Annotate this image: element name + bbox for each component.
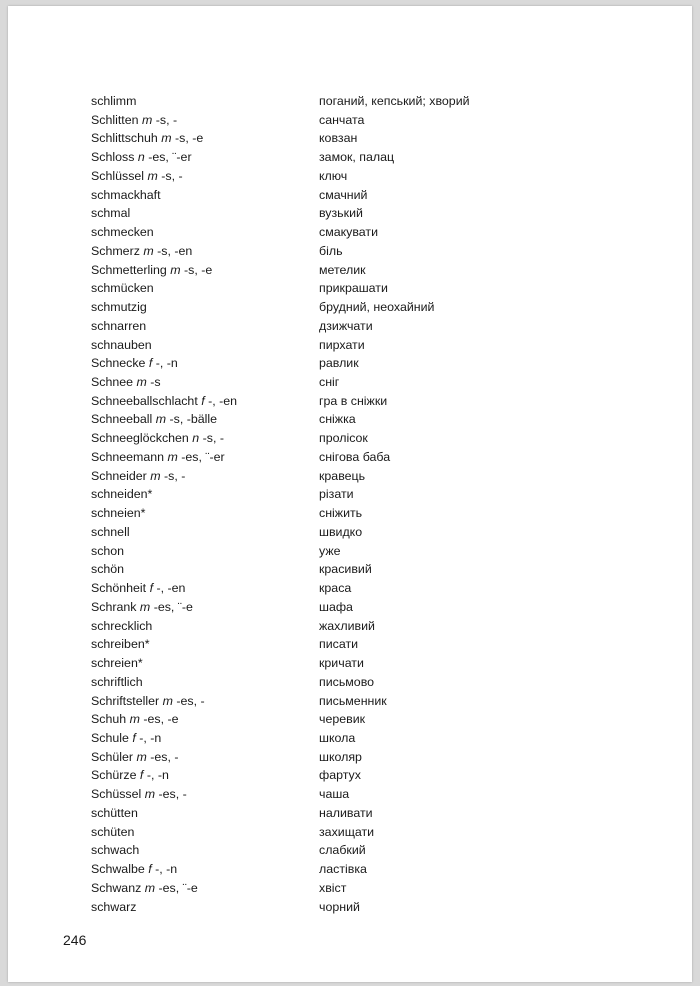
headword: Schneider — [91, 468, 147, 483]
dictionary-entry — [8, 279, 692, 298]
ukrainian-translation: пирхати — [319, 337, 365, 352]
plural-forms: -es, ¨-er — [181, 449, 225, 464]
plural-forms: -, -n — [146, 768, 169, 783]
ukrainian-translation: біль — [319, 243, 343, 258]
german-term — [91, 111, 177, 130]
dictionary-entry — [8, 148, 692, 167]
ukrainian-translation: писати — [319, 637, 359, 652]
headword: schon — [91, 543, 125, 558]
dictionary-entry — [8, 579, 692, 598]
german-term — [91, 823, 134, 842]
gender-marker: m — [162, 693, 173, 708]
ukrainian-translation: метелик — [319, 262, 366, 277]
headword: Schüler — [91, 749, 134, 764]
ukrainian-translation: сніжить — [319, 506, 363, 521]
headword: schrecklich — [91, 618, 153, 633]
gender-marker: f — [148, 356, 153, 371]
ukrainian-translation: письменник — [319, 693, 387, 708]
ukrainian-translation: чаша — [319, 787, 350, 802]
german-term — [91, 879, 198, 898]
dictionary-entry — [8, 467, 692, 486]
gender-marker: n — [137, 150, 145, 165]
headword: schmal — [91, 206, 131, 221]
german-term — [91, 392, 237, 411]
headword: Schneeball — [91, 412, 153, 427]
gender-marker: f — [132, 730, 136, 745]
headword: Schlüssel — [91, 168, 145, 183]
ukrainian-translation: фартух — [319, 768, 361, 783]
ukrainian-translation: ключ — [319, 168, 348, 183]
dictionary-entry — [8, 654, 692, 673]
ukrainian-translation: ковзан — [319, 131, 358, 146]
dictionary-entry — [8, 204, 692, 223]
dictionary-entry — [8, 167, 692, 186]
dictionary-entry — [8, 692, 692, 711]
dictionary-entry — [8, 748, 692, 767]
german-term — [91, 373, 161, 392]
dictionary-entry — [8, 223, 692, 242]
headword: schön — [91, 562, 125, 577]
plural-forms: -, -n — [155, 356, 178, 371]
ukrainian-translation: наливати — [319, 805, 373, 820]
gender-marker: f — [201, 393, 205, 408]
dictionary-entry — [8, 523, 692, 542]
ukrainian-translation: уже — [319, 543, 341, 558]
plural-forms: -es, - — [158, 787, 187, 802]
gender-marker: m — [141, 112, 153, 127]
ukrainian-translation: школа — [319, 730, 356, 745]
ukrainian-translation: шафа — [319, 599, 353, 614]
german-term — [91, 467, 185, 486]
gender-marker: m — [167, 449, 178, 464]
dictionary-entry — [8, 336, 692, 355]
german-term — [91, 710, 179, 729]
dictionary-entry — [8, 617, 692, 636]
dictionary-entry — [8, 448, 692, 467]
headword: Schüssel — [91, 787, 142, 802]
ukrainian-translation: ластівка — [319, 862, 367, 877]
dictionary-entry — [8, 729, 692, 748]
ukrainian-translation: жахливий — [319, 618, 375, 633]
dictionary-entry — [8, 242, 692, 261]
ukrainian-translation: письмово — [319, 674, 375, 689]
headword: Schwanz — [91, 880, 142, 895]
german-term — [91, 261, 212, 280]
ukrainian-translation: смачний — [319, 187, 368, 202]
headword: schlimm — [91, 94, 137, 108]
gender-marker: n — [192, 431, 200, 446]
ukrainian-translation: захищати — [319, 824, 375, 839]
plural-forms: -, -n — [155, 862, 178, 877]
ukrainian-translation: смакувати — [319, 225, 379, 240]
headword: schmecken — [91, 225, 154, 240]
german-term — [91, 542, 124, 561]
german-term — [91, 92, 136, 111]
gender-marker: m — [136, 749, 147, 764]
headword: Schneeglöckchen — [91, 431, 189, 446]
headword: schwarz — [91, 899, 137, 914]
headword: Schriftsteller — [91, 693, 160, 708]
headword: schmackhaft — [91, 187, 161, 202]
ukrainian-translation: брудний, неохайний — [319, 300, 435, 315]
headword: Schuh — [91, 712, 127, 727]
german-term — [91, 429, 224, 448]
german-term — [91, 860, 177, 879]
headword: Schrank — [91, 599, 137, 614]
dictionary-entry — [8, 373, 692, 392]
gender-marker: m — [161, 131, 172, 146]
ukrainian-translation: кравець — [319, 468, 366, 483]
headword: schriftlich — [91, 674, 143, 689]
dictionary-entry — [8, 485, 692, 504]
ukrainian-translation: швидко — [319, 524, 363, 539]
german-term — [91, 898, 136, 917]
plural-forms: -s, -e — [175, 131, 204, 146]
german-term — [91, 560, 124, 579]
dictionary-entry — [8, 804, 692, 823]
plural-forms: -, -en — [208, 393, 238, 408]
plural-forms: -es, ¨-e — [153, 599, 193, 614]
dictionary-entry — [8, 504, 692, 523]
headword: Schlittschuh — [91, 131, 158, 146]
headword: schüten — [91, 824, 135, 839]
ukrainian-translation: кричати — [319, 656, 364, 671]
german-term — [91, 223, 154, 242]
ukrainian-translation: прикрашати — [319, 281, 388, 296]
ukrainian-translation: снігова баба — [319, 449, 391, 464]
headword: Schönheit — [91, 581, 147, 596]
gender-marker: m — [170, 262, 181, 277]
german-term — [91, 617, 152, 636]
german-term — [91, 298, 147, 317]
dictionary-entry — [8, 673, 692, 692]
dictionary-entry — [8, 635, 692, 654]
german-term — [91, 504, 145, 523]
plural-forms: -es, - — [176, 693, 205, 708]
dictionary-entry — [8, 261, 692, 280]
ukrainian-translation: равлик — [319, 356, 359, 371]
dictionary-entry — [8, 317, 692, 336]
ukrainian-translation: вузький — [319, 206, 363, 221]
dictionary-entry — [8, 354, 692, 373]
ukrainian-translation: різати — [319, 487, 354, 502]
plural-forms: -es, -e — [143, 712, 179, 727]
dictionary-entry — [8, 560, 692, 579]
ukrainian-translation: сніжка — [319, 412, 356, 427]
dictionary-entry — [8, 129, 692, 148]
headword: schreiben* — [91, 637, 150, 652]
german-term — [91, 204, 130, 223]
german-term — [91, 841, 139, 860]
headword: schütten — [91, 805, 138, 820]
ukrainian-translation: красивий — [319, 562, 372, 577]
ukrainian-translation: санчата — [319, 112, 365, 127]
gender-marker: m — [143, 243, 154, 258]
dictionary-entry — [8, 879, 692, 898]
headword: Schlitten — [91, 112, 139, 127]
dictionary-entry — [8, 92, 692, 111]
gender-marker: m — [150, 468, 161, 483]
ukrainian-translation: школяр — [319, 749, 362, 764]
plural-forms: -es, ¨-er — [148, 150, 192, 165]
german-term — [91, 242, 192, 261]
german-term — [91, 598, 193, 617]
gender-marker: m — [129, 712, 140, 727]
headword: Schnecke — [91, 356, 146, 371]
german-term — [91, 186, 161, 205]
page-number: 246 — [63, 932, 87, 948]
german-term — [91, 485, 152, 504]
german-term — [91, 148, 192, 167]
german-term — [91, 804, 138, 823]
ukrainian-translation: чорний — [319, 899, 360, 914]
dictionary-page — [8, 6, 692, 982]
dictionary-entry — [8, 542, 692, 561]
gender-marker: f — [139, 768, 144, 783]
headword: schreien* — [91, 656, 143, 671]
dictionary-entry — [8, 785, 692, 804]
dictionary-entry — [8, 392, 692, 411]
plural-forms: -s — [150, 375, 161, 390]
german-term — [91, 635, 150, 654]
ukrainian-translation: слабкий — [319, 843, 366, 858]
headword: schnell — [91, 524, 130, 539]
dictionary-entry — [8, 823, 692, 842]
headword: Schmerz — [91, 243, 140, 258]
dictionary-entry — [8, 298, 692, 317]
plural-forms: -s, -e — [184, 262, 213, 277]
gender-marker: m — [144, 880, 156, 895]
german-term — [91, 692, 205, 711]
plural-forms: -, -en — [156, 581, 186, 596]
german-term — [91, 748, 178, 767]
dictionary-entry — [8, 766, 692, 785]
german-term — [91, 317, 146, 336]
german-term — [91, 785, 187, 804]
german-term — [91, 336, 152, 355]
plural-forms: -s, -bälle — [169, 412, 218, 427]
headword: schnarren — [91, 318, 147, 333]
headword: schneiden* — [91, 487, 153, 502]
german-term — [91, 673, 143, 692]
plural-forms: -s, - — [161, 168, 183, 183]
german-term — [91, 410, 217, 429]
german-term — [91, 579, 185, 598]
headword: Schmetterling — [91, 262, 167, 277]
ukrainian-translation: сніг — [319, 375, 340, 390]
plural-forms: -s, - — [155, 112, 178, 127]
german-term — [91, 654, 143, 673]
headword: schwach — [91, 843, 140, 858]
gender-marker: m — [139, 599, 151, 614]
dictionary-entry — [8, 710, 692, 729]
headword: Schnee — [91, 375, 134, 390]
headword: schmutzig — [91, 300, 147, 315]
gender-marker: m — [147, 168, 158, 183]
gender-marker: m — [136, 375, 147, 390]
dictionary-entry — [8, 598, 692, 617]
ukrainian-translation: хвіст — [319, 880, 347, 895]
ukrainian-translation: пролісок — [319, 431, 368, 446]
ukrainian-translation: замок, палац — [319, 150, 395, 165]
ukrainian-translation: гра в сніжки — [319, 393, 388, 408]
plural-forms: -es, ¨-e — [158, 880, 198, 895]
headword: schnauben — [91, 337, 152, 352]
plural-forms: -s, -en — [157, 243, 193, 258]
dictionary-entry — [8, 898, 692, 917]
headword: Schloss — [91, 150, 135, 165]
headword: schmücken — [91, 281, 154, 296]
german-term — [91, 523, 130, 542]
ukrainian-translation: краса — [319, 581, 352, 596]
plural-forms: -, -n — [139, 730, 162, 745]
dictionary-entry — [8, 860, 692, 879]
headword: Schule — [91, 730, 129, 745]
gender-marker: f — [149, 581, 154, 596]
german-term — [91, 167, 183, 186]
german-term — [91, 766, 169, 785]
german-term — [91, 129, 203, 148]
gender-marker: f — [148, 862, 152, 877]
dictionary-entry — [8, 841, 692, 860]
headword: Schneeballschlacht — [91, 393, 198, 408]
dictionary-entry — [8, 429, 692, 448]
headword: schneien* — [91, 506, 146, 521]
ukrainian-translation: черевик — [319, 712, 366, 727]
german-term — [91, 279, 154, 298]
dictionary-entry — [8, 186, 692, 205]
german-term — [91, 354, 178, 373]
headword: Schneemann — [91, 449, 165, 464]
plural-forms: -s, - — [164, 468, 186, 483]
ukrainian-translation: дзижчати — [319, 318, 373, 333]
dictionary-entry — [8, 410, 692, 429]
ukrainian-translation: поганий, кепський; хворий — [319, 94, 470, 108]
headword: Schwalbe — [91, 862, 145, 877]
german-term — [91, 448, 225, 467]
entry-list — [8, 92, 692, 916]
plural-forms: -s, - — [202, 431, 224, 446]
headword: Schürze — [91, 768, 137, 783]
gender-marker: m — [144, 787, 156, 802]
dictionary-entry — [8, 111, 692, 130]
gender-marker: m — [155, 412, 167, 427]
plural-forms: -es, - — [150, 749, 179, 764]
german-term — [91, 729, 161, 748]
